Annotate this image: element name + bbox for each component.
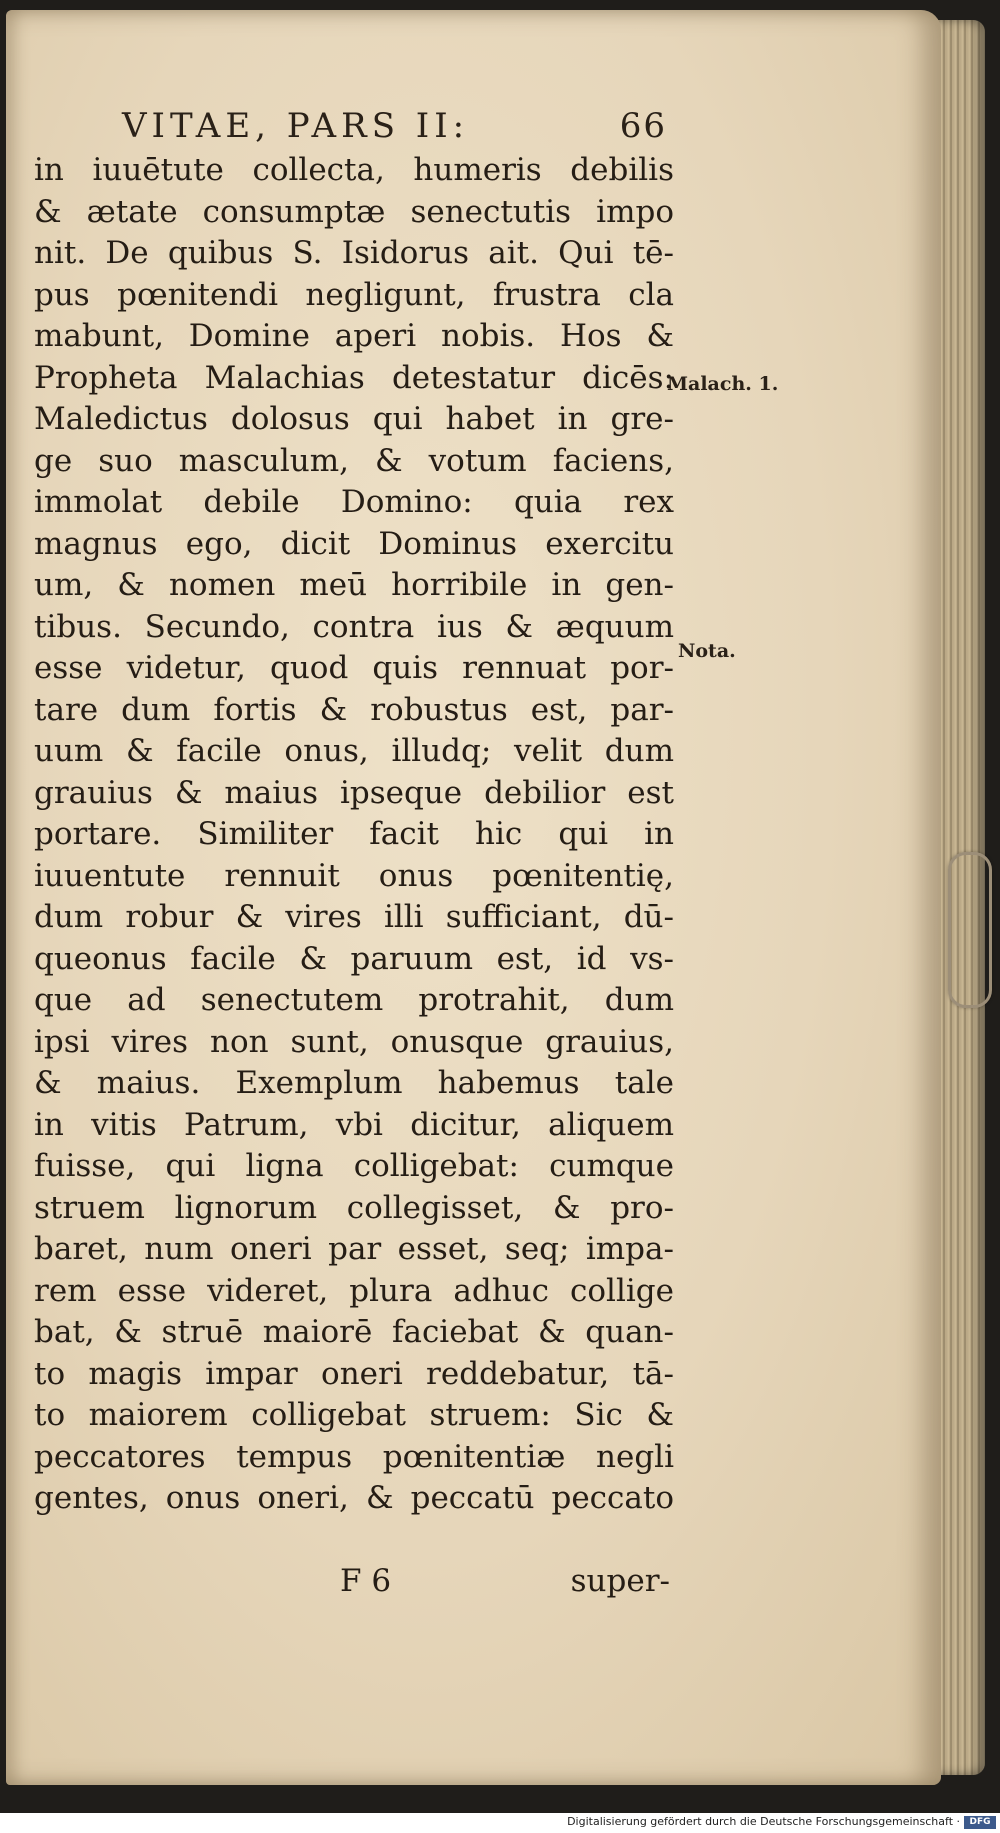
text-line: to maiorem colligebat struem: Sic &	[34, 1397, 674, 1433]
running-header	[122, 106, 667, 146]
credit-text: Digitalisierung gefördert durch die Deutsche Forschungsgemeinschaft ·	[567, 1815, 960, 1828]
margin-note-malachias: Malach. 1.	[667, 373, 779, 395]
text-line: magnus ego, dicit Dominus exercitu	[34, 525, 674, 562]
text-line: ipsi vires non sunt, onusque grauius,	[34, 1023, 674, 1060]
text-line: uum & facile onus, illudq; velit dum	[34, 733, 674, 769]
text-line: bat, & struē maiorē faciebat & quan-	[34, 1314, 674, 1350]
text-line: peccatores tempus pœnitentiæ negli	[34, 1438, 674, 1475]
text-line: esse videtur, quod quis rennuat por-	[34, 650, 674, 686]
credit-bar	[0, 1813, 1000, 1833]
text-line: queonus facile & paruum est, id vs-	[34, 940, 674, 977]
signature-mark: F 6	[340, 1563, 392, 1599]
text-line: rem esse videret, plura adhuc collige	[34, 1272, 674, 1309]
text-line: portare. Similiter facit hic qui in	[34, 816, 674, 852]
text-line: dum robur & vires illi sufficiant, dū-	[34, 899, 674, 935]
text-line: struem lignorum collegisset, & pro-	[34, 1189, 674, 1226]
text-line: pus pœnitendi negligunt, frustra cla	[34, 276, 674, 313]
page-clip	[948, 852, 992, 1008]
margin-note-nota: Nota.	[678, 640, 736, 662]
body-text	[22, 150, 722, 1520]
text-line: in vitis Patrum, vbi dicitur, aliquem	[34, 1106, 674, 1143]
text-line: grauius & maius ipseque debilior est	[34, 774, 674, 811]
text-line: nit. De quibus S. Isidorus ait. Qui tē-	[34, 235, 674, 271]
page-number: 66	[619, 106, 667, 146]
text-line: gentes, onus oneri, & peccatū peccato	[34, 1480, 674, 1516]
text-line: iuuentute rennuit onus pœnitentię,	[34, 857, 674, 894]
text-line: to magis impar oneri reddebatur, tā-	[34, 1355, 674, 1392]
text-line: tare dum fortis & robustus est, par-	[34, 691, 674, 728]
text-line: fuisse, qui ligna colligebat: cumque	[34, 1148, 674, 1184]
text-line: & ætate consumptæ senectutis impo	[34, 193, 674, 230]
text-line: immolat debile Domino: quia rex	[34, 484, 674, 520]
text-line: Maledictus dolosus qui habet in gre-	[34, 401, 674, 437]
text-line: mabunt, Domine aperi nobis. Hos &	[34, 318, 674, 354]
text-line: um, & nomen meū horribile in gen-	[34, 567, 674, 603]
text-line: in iuuētute collecta, humeris debilis	[34, 152, 674, 188]
text-line: ge suo masculum, & votum faciens,	[34, 442, 674, 479]
text-line: Propheta Malachias detestatur dicēs:	[34, 359, 674, 396]
catchword: super-	[570, 1563, 670, 1599]
text-line: & maius. Exemplum habemus tale	[34, 1065, 674, 1101]
text-line: baret, num oneri par esset, seq; impa-	[34, 1231, 674, 1267]
dfg-logo: DFG	[964, 1816, 996, 1829]
running-title: VITAE, PARS II:	[122, 106, 470, 146]
text-line: tibus. Secundo, contra ius & æquum	[34, 608, 674, 645]
text-line: que ad senectutem protrahit, dum	[34, 982, 674, 1018]
